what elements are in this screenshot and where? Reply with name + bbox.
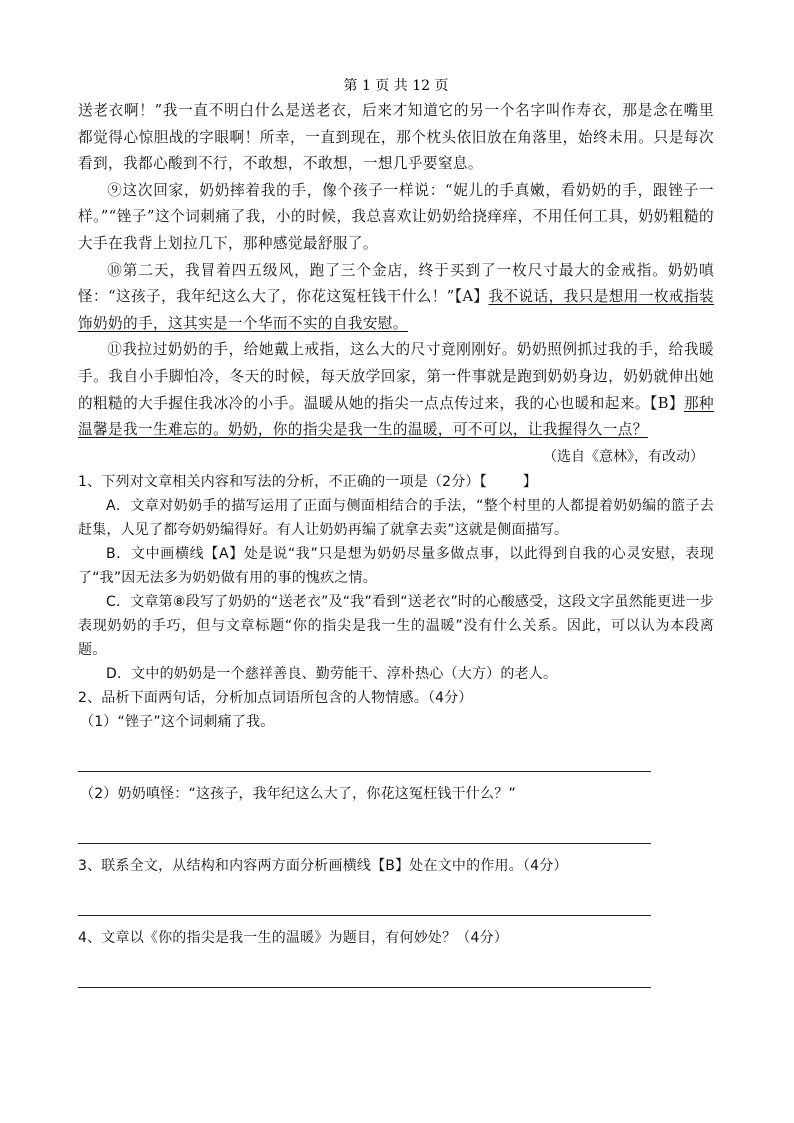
question-4-stem: 4、文章以《你的指尖是我一生的温暖》为题目，有何妙处？（4分）	[78, 929, 509, 946]
paragraph-10	[78, 258, 714, 338]
questions-section	[78, 470, 714, 988]
paragraph-11-text: ⑪我拉过奶奶的手，给她戴上戒指，这么大的尺寸竟刚刚好。奶奶照例抓过我的手，给我暖手。我自小手脚怕冷，冬天的时候，每天放学回家，第一件事就是跑到奶奶身边，奶奶就伸出她的粗糙的大手握住我冰冷的小手。温暖从她的指尖一点点传过来，我的心也暖和起来。【B】	[78, 341, 714, 412]
question-1-option-b: B．文中画横线【A】处是说“我”只是想为奶奶尽量多做点事，以此得到自我的心灵安慰，表现了“我”因无法多为奶奶做有用的事的愧疚之情。	[78, 545, 714, 586]
question-2-part-2: （2）奶奶嗔怪：“这孩子，我年纪这么大了，你花这冤枉钱干什么？”	[80, 785, 516, 802]
underline-a: 我不说话，我只是想用一枚戒指装饰奶奶的手，这其实是一个华而不实的自我安慰。	[78, 288, 714, 332]
paragraph-8-continued: 送老衣啊！”我一直不明白什么是送老衣，后来才知道它的另一个名字叫作寿衣，那是念在嘴里都觉得心惊胆战的字眼啊！所幸，一直到现在，那个枕头依旧放在角落里，始终未用。只是每次看到，我都心酸到不行，不敢想，不敢想，一想几乎要窒息。	[78, 102, 714, 173]
paragraph-9: ⑨这次回家，奶奶摔着我的手，像个孩子一样说：“妮儿的手真嫩，看奶奶的手，跟锉子一样。”“锉子”这个词刺痛了我，小的时候，我总喜欢让奶奶给挠痒痒，不用任何工具，奶奶粗糙的大手在我背上划拉几下，那种感觉最舒服了。	[78, 181, 714, 252]
paragraph-11	[78, 337, 714, 443]
underline-b: 那种温馨是我一生难忘的。奶奶，你的指尖是我一生的温暖，可不可以，让我握得久一点？	[78, 394, 714, 439]
question-1-stem	[78, 470, 714, 494]
question-2-stem: 2、品析下面两句话，分析加点词语所包含的人物情感。（4分）	[78, 689, 473, 706]
question-1-option-c: C．文章第⑧段写了奶奶的“送老衣”及“我”看到“送老衣”时的心酸感受，这段文字虽然能更进一步表现奶奶的手巧，但与文章标题“你的指尖是我一生的温暖”没有什么关系。因此，可以认为本段离题。	[78, 593, 714, 658]
answer-line-q4[interactable]	[78, 986, 651, 988]
question-3-stem: 3、联系全文，从结构和内容两方面分析画横线【B】处在文中的作用。（4分）	[78, 857, 568, 874]
exam-page	[78, 76, 714, 988]
source-citation: （选自《意林》，有改动）	[543, 448, 704, 465]
paragraph-10-text: ⑩第二天，我冒着四五级风，跑了三个金店，终于买到了一枚尺寸最大的金戒指。奶奶嗔怪：“这孩子，我年纪这么大了，你花这冤枉钱干什么！”【A】	[78, 261, 714, 306]
reading-passage	[78, 98, 714, 470]
question-1-option-a: A．文章对奶奶手的描写运用了正面与侧面相结合的手法，“整个村里的人都提着奶奶编的篮子去赶集，人见了都夸奶奶编得好。有人让奶奶再编了就拿去卖”这就是侧面描写。	[78, 497, 714, 538]
question-2-part-1: （1）“锉子”这个词刺痛了我。	[80, 713, 275, 730]
page-number-header: 第 1 页 共 12 页	[343, 78, 449, 94]
question-1-bracket-close: 】	[522, 473, 538, 490]
question-1-text: 1、下列对文章相关内容和写法的分析，不正确的一项是（2分）【	[78, 473, 487, 490]
question-1-option-d: D．文中的奶奶是一个慈祥善良、勤劳能干、淳朴热心（大方）的老人。	[106, 665, 558, 682]
